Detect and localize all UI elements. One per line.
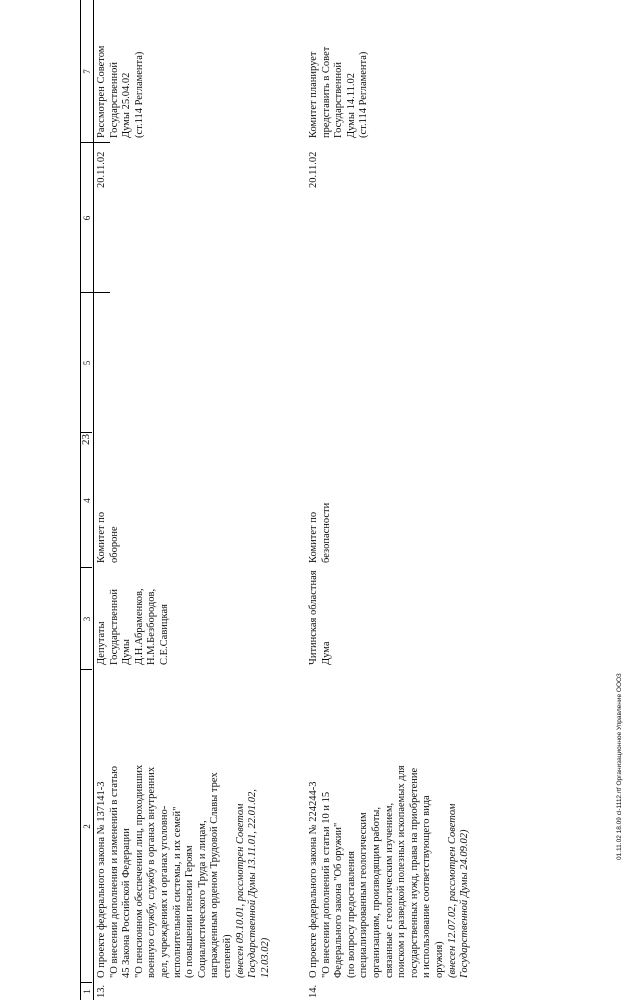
committee-line: Комитет по [96,511,107,563]
description-line: специализированным геологическим [358,812,370,978]
description-note-line: Государственной Думы 24.09.02) [459,829,471,978]
initiator-line: Н.М.Безбородов, [146,588,158,665]
row-number: 14. [308,984,319,998]
column-header: 2 [82,824,92,829]
status-line: представить в Совет [320,46,332,138]
column-divider [80,982,92,983]
description-line: исполнительной системы, и их семей" [171,806,183,978]
description-line: награжденным орденом Трудовой Славы трех [209,772,221,978]
row-initiator [308,570,333,665]
row-committee [96,512,121,563]
initiator-line: С.Е.Савицкая [158,604,170,665]
column-header-row [80,0,94,1000]
status-line: (ст.114 Регламента) [358,51,370,138]
footer-text: 01.11.02 18.09 сl-1112.rtf Организационное Управление ООО3 [616,673,623,860]
committee-line: обороне [108,526,120,563]
row-committee [308,503,333,563]
row-status [96,46,146,138]
row-date: 20.11.02 [308,151,319,188]
row-number: 13. [96,984,107,998]
initiator-line: Дума [320,641,332,665]
column-header: 1 [82,989,92,994]
description-line: "О внесении дополнений в статьи 10 и 15 [320,791,332,978]
initiator-line: Депутаты [96,621,107,665]
committee-line: безопасности [320,502,332,563]
description-line: Федерального закона "Об оружии" [333,822,345,978]
description-note-line: Государственной Думы 13.11.01, 22.01.02, [247,789,259,978]
description-line: (о повышении пенсии Героям [184,845,196,978]
description-line: О проекте федерального закона № 137141-3 [96,781,107,978]
status-line: Комитет планирует [308,51,319,138]
description-line: поиском и разведкой полезных ископаемых для [396,765,408,978]
column-divider [80,292,110,293]
status-line: (ст.114 Регламента) [133,51,145,138]
initiator-line: Государственной [108,589,120,665]
description-line: 45 Закона Российской Федерации [121,828,133,978]
description-line: О проекте федерального закона № 224244-3 [308,781,319,978]
initiator-line: Думы [121,639,133,665]
status-line: Рассмотрен Советом [96,45,107,138]
row-initiator [96,588,172,665]
description-note-line: 12.03.02) [259,937,271,978]
column-divider [80,142,110,143]
description-line: связанные с геологическим изучением, [383,802,395,978]
committee-line: Комитет по [308,511,319,563]
description-line: "О внесении дополнения и изменений в статью [108,766,120,978]
initiator-line: Д.Н.Абраменков, [133,588,145,665]
status-line: Думы 14.11.02 [345,73,357,138]
column-header: 5 [82,360,92,366]
page-number: 23 [80,434,92,445]
description-line: оружия) [433,941,445,978]
description-line: военную службу, службу в органах внутренних [146,766,158,978]
row-description [308,765,472,978]
description-line: дел, учреждениях и органах уголовно- [158,805,170,978]
description-line: Социалистического Труда и лицам, [196,820,208,978]
status-line: Государственной [333,62,345,138]
description-note-line: (внесен 09.10.01, рассмотрен Советом [234,803,246,978]
column-divider [80,432,92,433]
description-line: степеней) [221,934,233,978]
description-line: (по вопросу предоставления [345,851,357,978]
row-status [308,47,371,138]
row-date: 20.11.02 [96,151,107,188]
column-header: 7 [82,69,92,74]
description-line: "О пенсионном обеспечении лиц, проходивших [133,764,145,978]
status-line: Государственной [108,62,120,138]
document-table [80,0,640,1000]
description-line: организациям, производящим работы, [370,807,382,978]
initiator-line: Читинская областная [308,570,319,665]
description-line: государственных нужд, права на приобретение [408,767,420,978]
column-header: 3 [82,616,92,622]
row-description [96,765,272,978]
column-divider [80,669,92,670]
description-line: и использование соответствующего вида [421,795,433,978]
column-divider [80,567,92,568]
status-line: Думы 25.04.02 [121,72,133,138]
column-header: 6 [82,215,92,221]
column-header: 4 [82,498,92,503]
description-note-line: (внесен 12.07.02, рассмотрен Советом [446,803,458,978]
